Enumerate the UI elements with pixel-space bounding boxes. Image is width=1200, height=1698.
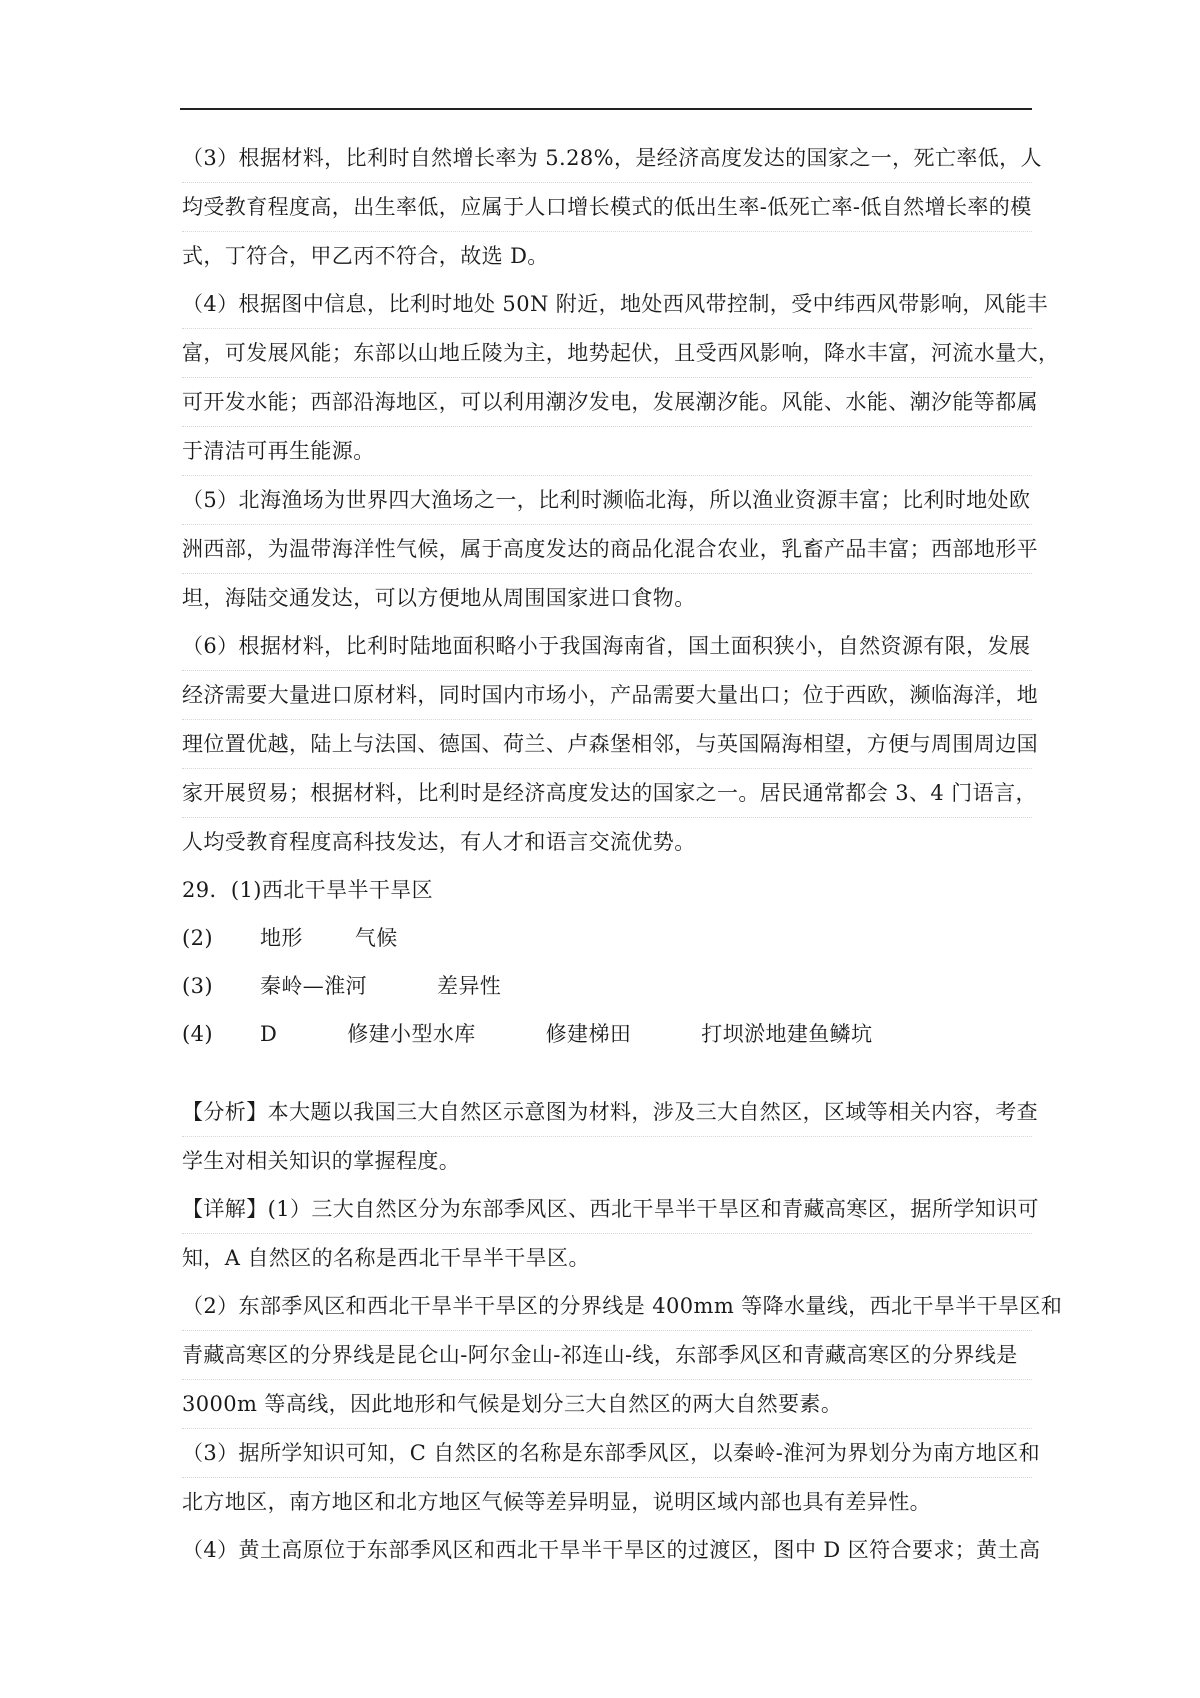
answer-item: 气候 [354,926,398,950]
text-line: （3）根据材料，比利时自然增长率为 5.28%，是经济高度发达的国家之一，死亡率低，人 [182,134,1032,183]
paragraph-q3-population [182,134,1042,280]
text-line: 均受教育程度高，出生率低，应属于人口增长模式的低出生率-低死亡率-低自然增长率的模 [182,183,1032,232]
paragraph-analysis [182,1088,1038,1185]
answer-row-1 [182,866,1032,914]
paragraph-detail-2 [182,1282,1063,1429]
text-line: 洲西部，为温带海洋性气候，属于高度发达的商品化混合农业，乳畜产品丰富；西部地形平 [182,525,1032,574]
text-line: （5）北海渔场为世界四大渔场之一，比利时濒临北海，所以渔业资源丰富；比利时地处欧 [182,476,1032,525]
text-line: 家开展贸易；根据材料，比利时是经济高度发达的国家之一。居民通常都会 3、4 门语言， [182,769,1032,818]
answer-item: 打坝淤地建鱼鳞坑 [701,1022,873,1046]
text-line: （4）黄土高原位于东部季风区和西北干旱半干旱区的过渡区，图中 D 区符合要求；黄土高 [182,1538,1041,1562]
answer-item: D [260,1022,278,1046]
answer-item: 修建梯田 [545,1022,632,1046]
answer-item: 修建小型水库 [347,1022,476,1046]
answer-number: (4) [182,1022,213,1046]
document-body [182,134,1063,1574]
text-line: 3000m 等高线，因此地形和气候是划分三大自然区的两大自然要素。 [182,1380,1032,1429]
text-line: 青藏高寒区的分界线是昆仑山-阿尔金山-祁连山-线，东部季风区和青藏高寒区的分界线是 [182,1331,1032,1380]
answer-row-3 [182,962,1032,1010]
text-line: 坦，海陆交通发达，可以方便地从周围国家进口食物。 [182,586,696,610]
text-line: 学生对相关知识的掌握程度。 [182,1149,461,1173]
answer-number: (2) [182,926,213,950]
answer-text: 29．(1)西北干旱半干旱区 [182,878,434,902]
text-line: 可开发水能；西部沿海地区，可以利用潮汐发电，发展潮汐能。风能、水能、潮汐能等都属 [182,378,1032,427]
text-line: （6）根据材料，比利时陆地面积略小于我国海南省，国土面积狭小，自然资源有限，发展 [182,622,1032,671]
text-line: 人均受教育程度高科技发达，有人才和语言交流优势。 [182,830,696,854]
answer-row-4 [182,1010,1032,1058]
answer-number: (3) [182,974,213,998]
header-rule [180,108,1032,110]
text-line: 【详解】(1）三大自然区分为东部季风区、西北干旱半干旱区和青藏高寒区，据所学知识可 [182,1185,1032,1234]
paragraph-detail-1 [182,1185,1039,1282]
answer-item: 差异性 [437,974,502,998]
text-line: 经济需要大量进口原材料，同时国内市场小，产品需要大量出口；位于西欧，濒临海洋，地 [182,671,1032,720]
answer-row-2 [182,914,1032,962]
answers-q29 [182,866,1032,1058]
answer-item: 地形 [260,926,303,950]
text-line: 北方地区，南方地区和北方地区气候等差异明显，说明区域内部也具有差异性。 [182,1490,931,1514]
text-line: 式，丁符合，甲乙丙不符合，故选 D。 [182,244,549,268]
paragraph-q6-trade [182,622,1038,866]
paragraph-detail-4 [182,1526,1041,1574]
text-line: 【分析】本大题以我国三大自然区示意图为材料，涉及三大自然区，区域等相关内容，考查 [182,1088,1032,1137]
text-line: 理位置优越，陆上与法国、德国、荷兰、卢森堡相邻，与英国隔海相望，方便与周围周边国 [182,720,1032,769]
paragraph-q5-food [182,476,1038,622]
spacer [182,1058,1032,1088]
text-line: 知，A 自然区的名称是西北干旱半干旱区。 [182,1246,590,1270]
text-line: （4）根据图中信息，比利时地处 50N 附近，地处西风带控制，受中纬西风带影响，风能丰 [182,280,1032,329]
text-line: （3）据所学知识可知，C 自然区的名称是东部季风区，以秦岭-淮河为界划分为南方地区和 [182,1429,1032,1478]
paragraph-detail-3 [182,1429,1040,1526]
text-line: 于清洁可再生能源。 [182,427,1032,476]
answer-item: 秦岭—淮河 [260,974,367,998]
text-line: 富，可发展风能；东部以山地丘陵为主，地势起伏，且受西风影响，降水丰富，河流水量大， [182,329,1032,378]
paragraph-q4-energy [182,280,1060,476]
text-line: （2）东部季风区和西北干旱半干旱区的分界线是 400mm 等降水量线，西北干旱半干旱区和 [182,1282,1032,1331]
